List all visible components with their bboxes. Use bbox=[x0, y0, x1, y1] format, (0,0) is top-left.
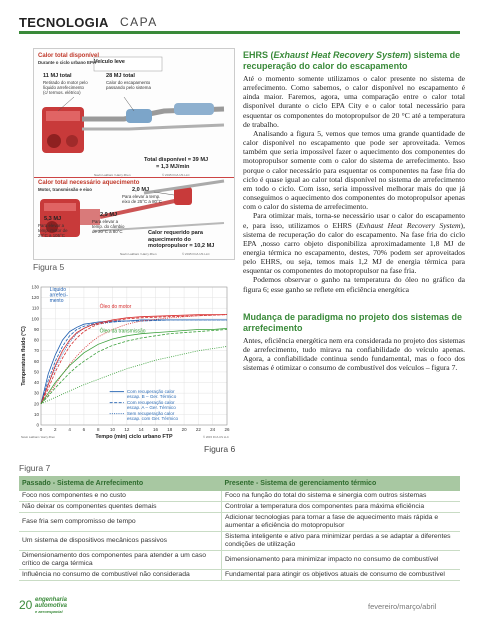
top-engine bbox=[42, 107, 84, 153]
y-tick-label: 50 bbox=[33, 369, 39, 375]
x-tick-label: 2 bbox=[54, 427, 57, 432]
temperature-chart-svg bbox=[19, 283, 237, 443]
article-body-1 bbox=[243, 74, 465, 294]
x-tick-label: 22 bbox=[195, 427, 201, 432]
heading-ehrs: EHRS (Exhaust Heat Recovery System) sistema de recuperação do calor do escapamento bbox=[243, 50, 461, 71]
section-title: TECNOLOGIA bbox=[19, 15, 109, 30]
fig5-bottom-title: Calor total necessário aquecimento bbox=[38, 180, 140, 186]
page-header bbox=[0, 0, 480, 30]
cell-past: Fase fria sem compromisso de tempo bbox=[19, 513, 222, 532]
legend-label: Com recuperação calor escap. A – Ger. Térmico bbox=[126, 400, 176, 411]
fig5-transmission-desc: Para elevar a temp. do câmbio de 20°C a 80°C bbox=[92, 219, 125, 234]
fig5-engine-value: 5,3 MJ bbox=[44, 216, 62, 222]
cell-past: Um sistema de dispositivos mecânicos passivos bbox=[19, 532, 222, 551]
fig5-transmission-value: 2,9 MJ bbox=[100, 212, 118, 218]
fig5-axle-value: 2,0 MJ bbox=[132, 187, 150, 193]
fig5-exhaust-desc: Calor do escapamento passando pelo sistema bbox=[106, 80, 151, 90]
y-tick-label: 10 bbox=[33, 411, 39, 417]
fig5-axle-desc: Para elevar a temp. eixo de 25°C a 80°C bbox=[122, 194, 162, 204]
cell-present: Fundamental para atingir os objetivos atuais de consumo de combustível bbox=[222, 570, 461, 581]
table-row bbox=[19, 491, 460, 502]
x-tick-label: 14 bbox=[138, 427, 144, 432]
x-tick-label: 6 bbox=[82, 427, 86, 432]
fig5-coolant-desc: Retirado do motor pelo líquido arrefecimento (c/ termos. elétrico) bbox=[43, 80, 88, 95]
fig5-total-available: Total disponível = 39 MJ = 1,3 MJ/min bbox=[144, 157, 209, 170]
y-tick-label: 70 bbox=[33, 348, 39, 354]
cell-present: Adicionar tecnologias para tornar a fase de aquecimento mais rápida e aumentar a eficiência do motopropulsor bbox=[222, 513, 461, 532]
y-tick-label: 60 bbox=[33, 358, 39, 364]
fig5-coolant-value: 11 MJ total bbox=[43, 73, 72, 79]
fig5-vehicle-label: Veículo leve bbox=[94, 59, 125, 65]
table-row bbox=[19, 551, 460, 570]
heading-paradigm: Mudança de paradigma no projeto dos sistemas de arrefecimento bbox=[243, 311, 463, 333]
y-tick-label: 120 bbox=[31, 295, 39, 301]
x-axis-label: Tempo (min) ciclo urbano FTP bbox=[95, 434, 173, 440]
y-tick-label: 30 bbox=[33, 390, 39, 396]
cell-past: Foco nos componentes e no custo bbox=[19, 491, 222, 502]
subsection-title: CAPA bbox=[120, 15, 158, 29]
table-row bbox=[19, 532, 460, 551]
fig5-bottom-credit: Navin Lakhani / Harry Zhen bbox=[120, 252, 157, 256]
cell-past: Não deixar os componentes quentes demais bbox=[19, 502, 222, 513]
cell-present: Foco na função do total do sistema e sinergia com outros sistemas bbox=[222, 491, 461, 502]
top-exhaust-system bbox=[82, 103, 224, 129]
issue-date: fevereiro/março/abril bbox=[368, 602, 437, 611]
table-row bbox=[19, 570, 460, 581]
comparison-table bbox=[19, 476, 460, 581]
fig5-bottom-copyright: © 2015 FCA US LLC bbox=[182, 252, 210, 256]
y-tick-label: 100 bbox=[31, 316, 39, 322]
x-tick-label: 4 bbox=[68, 427, 71, 432]
magazine-logo: engenharia automotiva e aeroespacial bbox=[35, 597, 68, 614]
y-tick-label: 40 bbox=[33, 380, 39, 386]
article-body-2 bbox=[243, 336, 465, 373]
chart-credit: Navin Lakhani / Harry Zhen bbox=[21, 435, 56, 439]
paragraph: Podemos observar o ganho na temperatura do óleo no gráfico da figura 6; esse ganho se reflete em eficiência energética bbox=[243, 275, 465, 294]
figure-5-caption: Figura 5 bbox=[33, 262, 65, 272]
fig5-top-credit: Navin Lakhani / Harry Zhen bbox=[94, 173, 131, 177]
x-tick-label: 0 bbox=[39, 427, 43, 432]
fig5-top-title: Calor total disponível bbox=[38, 53, 100, 59]
header-past: Passado - Sistema de Arrefecimento bbox=[19, 476, 222, 491]
table-row bbox=[19, 502, 460, 513]
fig5-top-copyright: © 2015 FCA US LLC bbox=[162, 173, 190, 177]
paragraph: Para otimizar mais, torna-se necessário usar o calor do escapamento e, para isso, utilizamos o EHRS (Exhaust Heat Recovery System), sistema de recuperação do calor do escapamento. Na fase fria do ciclo EPA ,nosso carro objeto disponibiliza aproximadamente 1,8 MJ de energia térmica no escapamento, destes, 70% podem ser aproveitados pelo EHRS, ou seja, temos mais 1,2 MJ de energia térmica para esquentar os componentes do motopropulsor na fase fria. bbox=[243, 211, 465, 276]
x-tick-label: 26 bbox=[224, 427, 230, 432]
header-present: Presente - Sistema de gerenciamento térmico bbox=[222, 476, 461, 491]
fig5-exhaust-value: 28 MJ total bbox=[106, 73, 135, 79]
paragraph: Analisando a figura 5, vemos que temos uma grande quantidade de calor disponível no escapamento que pode ser aproveitada. Vemos também que seria impossível fazer o aquecimento dos componentes do motopropulsor somente com o calor do sistema de arrefecimento. Isso porque o calor necessário para esquentar os componentes na fase fria do ciclo é quase igual ao calor total disponível no sistema de arrefecimento em todo o ciclo. Com isso, seria impossível melhorar mais do que já conseguimos o aquecimento dos componentes do motopropulsor apenas com o calor do sistema de arrefecimento. bbox=[243, 128, 465, 212]
page-number: 20 bbox=[19, 598, 33, 612]
fig5-bottom-subtitle: Motor, transmissão e eixo bbox=[38, 187, 92, 192]
cell-present: Sistema inteligente e ativo para minimizar perdas a se adaptar a diferentes condições de utilização bbox=[222, 532, 461, 551]
figure-6-chart bbox=[19, 283, 237, 443]
chart-copyright: © 2015 FCA US LLC bbox=[203, 435, 229, 439]
y-tick-label: 80 bbox=[33, 337, 39, 343]
paragraph: Até o momento somente utilizamos o calor presente no sistema de arrefecimento. Como sabemos, o calor disponível no escapamento é ainda maior. Faremos, agora, uma comparação entre o calor total disponível durante o ciclo EPA City e o calor total necessário para esquentar os componentes do motopropulsor de 20 °C até a temperatura de trabalho. bbox=[243, 74, 465, 129]
y-axis-label: Temperatura fluido (°C) bbox=[21, 326, 27, 386]
table-row bbox=[19, 513, 460, 532]
article-column bbox=[243, 50, 465, 372]
y-tick-label: 90 bbox=[33, 326, 39, 332]
curve-label-engine-oil: Óleo do motor bbox=[99, 304, 132, 311]
header-rule bbox=[19, 31, 460, 34]
legend-label: Com recuperação calor escap. B – Ger. Térmico bbox=[126, 389, 177, 400]
figure-5-divider bbox=[34, 177, 234, 178]
y-tick-label: 20 bbox=[33, 401, 39, 407]
figure-7-caption: Figura 7 bbox=[19, 463, 51, 473]
fig5-required-heat: Calor requerido para aquecimento do motopropulsor = 10,2 MJ bbox=[148, 230, 215, 249]
x-tick-label: 10 bbox=[110, 427, 116, 432]
table-header-row bbox=[19, 476, 460, 491]
x-tick-label: 18 bbox=[167, 427, 173, 432]
paragraph: Antes, eficiência energética nem era considerada no projeto dos sistemas de arrefecimento, tudo mirava na confiabilidade do veículo apenas. Agora, a confiabilidade continua sendo fundamental, mas o foco dos sistemas é otimizar o consumo de combustível dos veículos – figura 7. bbox=[243, 335, 465, 373]
y-tick-label: 130 bbox=[31, 284, 39, 290]
cell-present: Dimensionamento para minimizar impacto no consumo de combustível bbox=[222, 551, 461, 570]
cell-past: Influência no consumo de combustível não considerada bbox=[19, 570, 222, 581]
cell-past: Dimensionamento dos componentes para atender a um caso crítico de carga térmica bbox=[19, 551, 222, 570]
y-tick-label: 0 bbox=[36, 422, 39, 428]
legend-label: Sem recuperação calor escap. com Ger. Térmico bbox=[126, 411, 179, 422]
curve-label-coolant: Líquido arrefeci-mento bbox=[49, 287, 68, 305]
x-tick-label: 24 bbox=[210, 427, 216, 432]
cell-present: Controlar a temperatura dos componentes para máxima eficiência bbox=[222, 502, 461, 513]
x-tick-label: 12 bbox=[124, 427, 130, 432]
x-tick-label: 20 bbox=[181, 427, 187, 432]
x-tick-label: 16 bbox=[152, 427, 158, 432]
fig5-engine-desc: Para elevar a temp. motor de 20°C a 105°C bbox=[38, 223, 68, 238]
x-tick-label: 8 bbox=[96, 427, 100, 432]
figure-5-illustration bbox=[33, 48, 235, 260]
curve-label-transmission-oil: Óleo da transmissão bbox=[99, 328, 146, 335]
y-tick-label: 110 bbox=[31, 305, 39, 311]
figure-6-caption: Figura 6 bbox=[204, 444, 236, 454]
fig5-top-subtitle: Durante o ciclo urbano EPA bbox=[38, 60, 96, 65]
